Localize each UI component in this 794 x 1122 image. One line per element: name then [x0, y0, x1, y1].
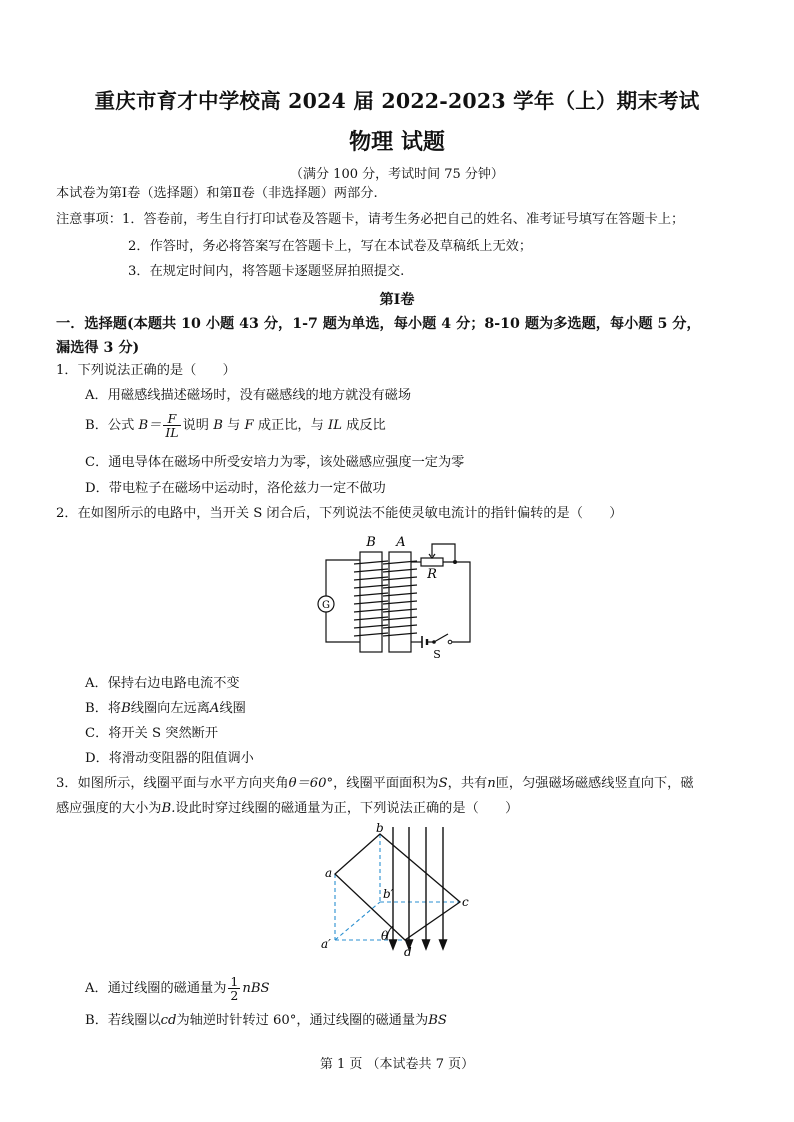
note-2: 2．作答时，务必将答案写在答题卡上，写在本试卷及草稿纸上无效； — [128, 239, 533, 254]
q3-a-pre: A．通过线圈的磁通量为 — [85, 981, 227, 996]
q2-b-pre: B．将 — [85, 701, 122, 716]
q3-b-bs: BS — [428, 1013, 447, 1028]
exam-subject: 物理 试题 — [349, 129, 445, 155]
q1-b-t3: 成正比，与 — [257, 418, 324, 433]
q2-b-mid: 线圈向左远离 — [130, 701, 210, 716]
q1-b-num: F — [163, 412, 180, 426]
fig-label-theta: θ — [381, 929, 389, 943]
q2-option-c: C．将开关 S 突然断开 — [85, 726, 219, 741]
q2-option-b — [85, 700, 246, 718]
q3-s1b: ，线圈平面面积为 — [333, 776, 439, 791]
q3-b-pre: B．若线圈以 — [85, 1013, 161, 1028]
q1-option-a: A．用磁感线描述磁场时，没有磁感线的地方就没有磁场 — [85, 388, 412, 403]
exam-title: 重庆市育才中学校高 2024 届 2022-2023 学年（上）期末考试 — [94, 89, 700, 113]
fig-label-b-prime: b′ — [383, 887, 394, 901]
q3-option-b — [85, 1012, 447, 1030]
q3-n: n — [487, 776, 496, 791]
q2-stem: 2．在如图所示的电路中，当开关 S 闭合后，下列说法不能使灵敏电流计的指针偏转的是（ ） — [56, 506, 623, 521]
q3-b: B. — [161, 801, 176, 816]
q1-b-t2: 与 — [227, 418, 241, 433]
q1-option-c: C．通电导体在磁场中所受安培力为零，该处磁感应强度一定为零 — [85, 455, 465, 470]
fig-label-a-prime: a′ — [321, 937, 331, 951]
fig-label-r: R — [427, 567, 437, 582]
q1-b-prefix: B．公式 — [85, 418, 135, 433]
note-3: 3．在规定时间内，将答题卡逐题竖屏拍照提交. — [128, 264, 405, 279]
q3-s2b: 设此时穿过线圈的磁通量为正，下列说法正确的是（ ） — [175, 801, 519, 816]
q1-b-fraction — [163, 412, 180, 439]
q3-b-cd: cd — [160, 1013, 177, 1028]
q3-stem-line1 — [56, 775, 694, 793]
projection-dashed-lines — [335, 834, 460, 940]
q2-option-d: D．将滑动变阻器的阻值调小 — [85, 751, 254, 766]
q1-stem: 1．下列说法正确的是（ ） — [56, 363, 236, 378]
q3-a-den: 2 — [230, 988, 239, 1003]
q3-coil-figure — [315, 822, 475, 962]
q3-s1a: 3．如图所示，线圈平面与水平方向夹角 — [56, 776, 289, 791]
q1-b-t1: 说明 — [182, 418, 209, 433]
q2-b-v1: B — [121, 701, 131, 716]
q1-b-v3: IL — [327, 418, 342, 433]
notes-line-1 — [56, 211, 684, 229]
fig-label-b: B — [366, 535, 376, 550]
part1-title: 第Ⅰ卷 — [379, 292, 415, 308]
q3-s: S — [438, 776, 448, 791]
q3-a-num: 1 — [230, 974, 239, 989]
q2-b-v2: A — [209, 701, 220, 716]
fig-label-d-vertex: d — [404, 945, 412, 959]
q2-b-post: 线圈 — [219, 701, 246, 716]
q1-b-t4: 成反比 — [346, 418, 386, 433]
q1-b-v2: F — [244, 418, 254, 433]
fig-label-a: A — [396, 535, 406, 550]
section-heading-line1: 一．选择题(本题共 10 小题 43 分，1-7 题为单选，每小题 4 分；8-10 题为多选题，每小题 5 分， — [56, 316, 701, 332]
q1-option-d: D．带电粒子在磁场中运动时，洛伦兹力一定不做功 — [85, 481, 386, 496]
note-1: 1．答卷前，考生自行打印试卷及答题卡，请考生务必把自己的姓名、准考证号填写在答题卡上； — [121, 212, 685, 227]
q2-option-a: A．保持右边电路电流不变 — [85, 676, 240, 691]
notes-label: 注意事项： — [56, 212, 122, 227]
fig-label-c-vertex: c — [462, 895, 469, 909]
exam-meta: （满分 100 分，考试时间 75 分钟） — [290, 167, 504, 182]
rheostat-body — [421, 558, 443, 566]
q3-b-mid: 为轴逆时针转过 60°，通过线圈的磁通量为 — [176, 1013, 429, 1028]
switch-blade — [434, 634, 448, 642]
fig-label-b-vertex: b — [376, 822, 384, 835]
q1-option-b — [85, 412, 386, 439]
intro-line: 本试卷为第Ⅰ卷（选择题）和第Ⅱ卷（非选择题）两部分. — [56, 186, 378, 201]
q3-s2: 感应强度的大小为 — [56, 801, 162, 816]
page-footer: 第 1 页 （本试卷共 7 页） — [319, 1057, 475, 1072]
q3-s1c: ，共有 — [447, 776, 488, 791]
fig-label-s: S — [433, 648, 441, 661]
q3-theta: θ＝60° — [288, 776, 334, 791]
q3-option-a — [85, 975, 270, 1002]
q3-s1d: 匝，匀强磁场磁感线竖直向下，磁 — [495, 776, 694, 791]
q1-b-v1: B — [213, 418, 223, 433]
q3-stem-line2 — [56, 800, 518, 818]
fig-label-a-vertex: a — [325, 866, 333, 880]
fig-label-g: G — [322, 600, 330, 611]
q1-b-lhs: B＝ — [138, 418, 162, 433]
q3-a-fraction — [228, 975, 240, 1002]
q2-circuit-figure — [310, 532, 485, 662]
section-heading-line2: 漏选得 3 分) — [56, 340, 140, 356]
q1-b-den: IL — [165, 425, 179, 440]
q3-a-post: nBS — [242, 981, 270, 996]
